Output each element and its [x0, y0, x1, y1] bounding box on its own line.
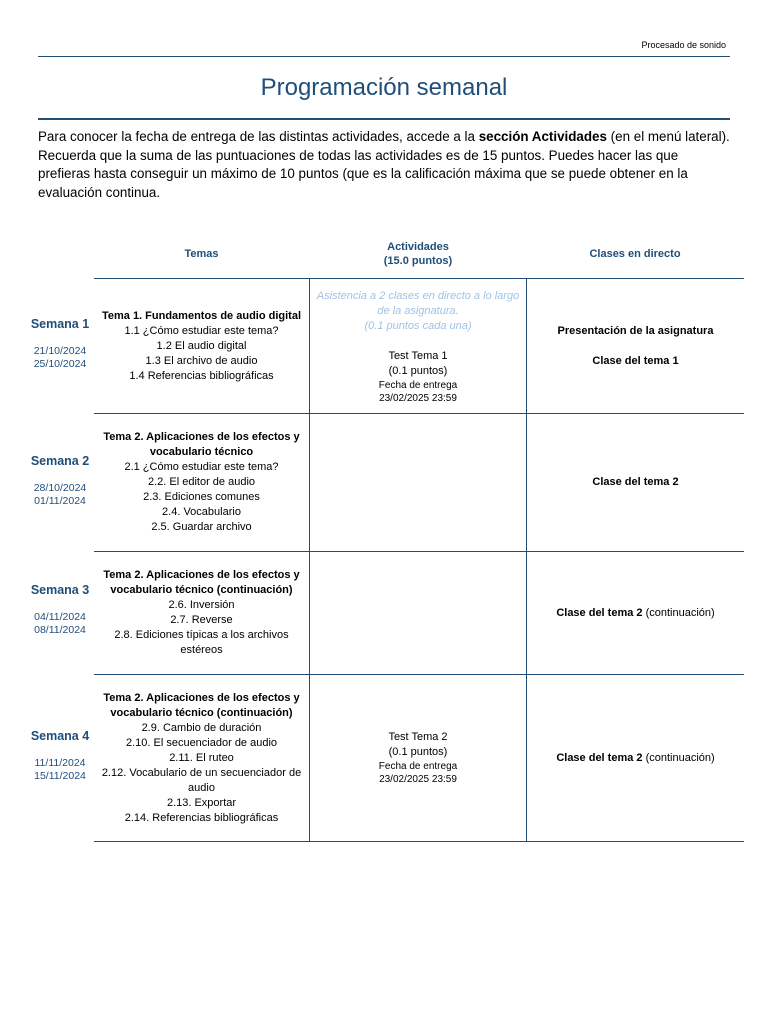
week-label-4 [24, 729, 96, 783]
week-name: Semana 2 [30, 454, 90, 468]
due-date: 23/02/2025 23:59 [379, 774, 457, 785]
intro-paragraph [38, 128, 730, 202]
weekly-schedule-table [94, 278, 744, 842]
topic-title: Tema 1. Fundamentos de audio digital [101, 309, 302, 322]
due-label: Fecha de entrega [378, 761, 458, 772]
live-class-cell [527, 552, 745, 675]
topic-item: 1.3 El archivo de audio [145, 354, 258, 367]
week-dates: 28/10/2024 01/11/2024 [33, 482, 87, 507]
topic-title: Tema 2. Aplicaciones de los efectos y vocabulario técnico [103, 431, 300, 458]
topic-item: 2.7. Reverse [170, 614, 233, 626]
topic-item: 2.14. Referencias bibliográficas [124, 811, 279, 824]
table-row [94, 552, 744, 675]
topic-cell [94, 552, 310, 675]
live-class-cell [527, 414, 745, 552]
week-name: Semana 1 [30, 317, 90, 331]
test-points: (0.1 puntos) [388, 365, 448, 377]
week-dates: 11/11/2024 15/11/2024 [34, 757, 86, 782]
topic-item: 2.10. El secuenciador de audio [125, 736, 278, 749]
topic-title: Tema 2. Aplicaciones de los efectos y vocabulario técnico (continuación) [103, 569, 300, 596]
week-label-1 [24, 317, 96, 371]
topic-item: 2.8. Ediciones típicas a los archivos estéreos [114, 629, 289, 656]
topic-item: 2.6. Inversión [168, 599, 235, 611]
attendance-points: (0.1 puntos cada una) [364, 320, 472, 332]
live-class: Clase del tema 2 [556, 606, 643, 619]
live-class-note: (continuación) [642, 606, 715, 619]
week-label-3 [24, 583, 96, 637]
live-class: Clase del tema 2 [556, 751, 643, 764]
activities-cell [310, 279, 527, 414]
intro-text-2: (en el menú lateral). Recuerda que la suma de las puntuaciones de todas las actividades es de 15 puntos. Puedes hacer las que prefieras hasta conseguir un máximo de 10 puntos (que es la calificación máxima que se puede obtener en la evaluación continua. [38, 129, 730, 200]
course-header: Procesado de sonido [641, 40, 726, 50]
live-class: Clase del tema 2 [592, 476, 679, 488]
table-row [94, 414, 744, 552]
topic-cell [94, 279, 310, 414]
topic-item: 1.2 El audio digital [156, 339, 247, 352]
topic-item: 2.13. Exportar [166, 796, 237, 809]
week-label-2 [24, 454, 96, 508]
column-header-live: Clases en directo [589, 248, 681, 260]
topic-item: 2.2. El editor de audio [147, 476, 256, 488]
activities-cell [310, 552, 527, 675]
title-divider [38, 118, 730, 120]
topic-item: 1.4 Referencias bibliográficas [129, 369, 274, 382]
column-header-activities [310, 240, 526, 268]
intro-bold-activities: sección Actividades [478, 129, 607, 144]
page-title: Programación semanal [260, 74, 508, 101]
topic-item: 2.5. Guardar archivo [151, 521, 252, 533]
topic-cell [94, 675, 310, 842]
column-header-topics: Temas [184, 248, 219, 260]
activities-header-points: (15.0 puntos) [383, 255, 453, 267]
week-dates: 04/11/2024 08/11/2024 [34, 611, 86, 636]
attendance-activity: Asistencia a 2 clases en directo a lo largo de la asignatura. [316, 290, 520, 317]
activities-cell [310, 675, 527, 842]
week-name: Semana 4 [30, 729, 90, 743]
table-row [94, 279, 744, 414]
due-date: 23/02/2025 23:59 [379, 393, 457, 404]
topic-item: 1.1 ¿Cómo estudiar este tema? [124, 324, 279, 337]
live-class: Clase del tema 1 [592, 354, 679, 367]
test-name: Test Tema 2 [388, 731, 448, 743]
live-class: Presentación de la asignatura [557, 324, 714, 337]
week-dates: 21/10/2024 25/10/2024 [33, 345, 87, 370]
topic-item: 2.9. Cambio de duración [141, 721, 262, 734]
test-points: (0.1 puntos) [388, 746, 448, 758]
topic-cell [94, 414, 310, 552]
header-divider [38, 56, 730, 57]
topic-item: 2.1 ¿Cómo estudiar este tema? [124, 461, 279, 473]
live-class-cell [527, 279, 745, 414]
live-class-note: (continuación) [642, 751, 715, 764]
due-label: Fecha de entrega [378, 380, 458, 391]
activities-cell [310, 414, 527, 552]
topic-item: 2.11. El ruteo [169, 751, 234, 764]
activities-header-label: Actividades [387, 241, 449, 253]
week-name: Semana 3 [30, 583, 90, 597]
topic-item: 2.4. Vocabulario [162, 506, 241, 518]
intro-text-1: Para conocer la fecha de entrega de las distintas actividades, accede a la [38, 129, 479, 144]
test-name: Test Tema 1 [388, 350, 448, 362]
topic-item: 2.12. Vocabulario de un secuenciador de audio [101, 766, 302, 794]
topic-title: Tema 2. Aplicaciones de los efectos y vocabulario técnico (continuación) [103, 691, 300, 719]
live-class-cell [527, 675, 745, 842]
table-row [94, 675, 744, 842]
topic-item: 2.3. Ediciones comunes [143, 491, 260, 503]
